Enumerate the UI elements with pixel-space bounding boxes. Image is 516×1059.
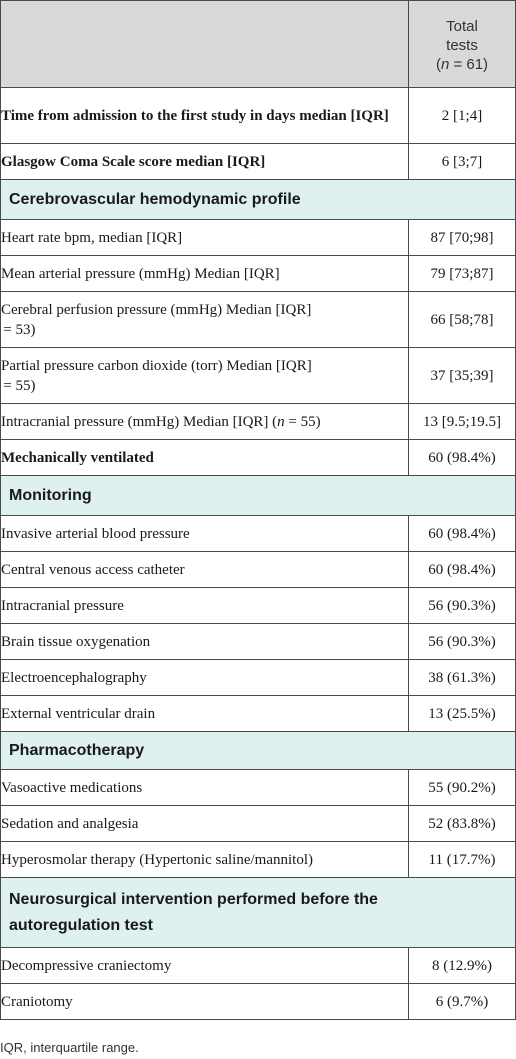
row-label: External ventricular drain — [1, 696, 409, 732]
section-row — [1, 180, 516, 220]
table-row — [1, 624, 516, 660]
row-label: Time from admission to the first study in days median [IQR] — [1, 88, 409, 144]
header-total-tests — [409, 1, 516, 88]
section-title: Neurosurgical intervention performed before the autoregulation test — [1, 878, 516, 948]
row-label: Craniotomy — [1, 984, 409, 1020]
table-row — [1, 660, 516, 696]
row-label: Partial pressure carbon dioxide (torr) Median [IQR] = 55) — [1, 348, 409, 404]
table-row — [1, 696, 516, 732]
row-value: 60 (98.4%) — [409, 552, 516, 588]
row-value: 38 (61.3%) — [409, 660, 516, 696]
table-row — [1, 348, 516, 404]
row-label: Heart rate bpm, median [IQR] — [1, 220, 409, 256]
row-value: 56 (90.3%) — [409, 624, 516, 660]
row-label: Central venous access catheter — [1, 552, 409, 588]
header-title-line1: Total — [446, 17, 478, 35]
section-title: Pharmacotherapy — [1, 732, 516, 770]
section-row — [1, 732, 516, 770]
table-footnote: IQR, interquartile range. — [0, 1040, 139, 1055]
table-row — [1, 440, 516, 476]
row-value: 79 [73;87] — [409, 256, 516, 292]
table-row — [1, 404, 516, 440]
row-value: 56 (90.3%) — [409, 588, 516, 624]
table-row — [1, 806, 516, 842]
table-row — [1, 770, 516, 806]
row-value: 52 (83.8%) — [409, 806, 516, 842]
row-label: Mechanically ventilated — [1, 440, 409, 476]
header-title-line2: tests — [446, 36, 478, 54]
row-label: Electroencephalography — [1, 660, 409, 696]
section-row — [1, 476, 516, 516]
row-label: Mean arterial pressure (mmHg) Median [IQR] — [1, 256, 409, 292]
section-title: Cerebrovascular hemodynamic profile — [1, 180, 516, 220]
row-value: 60 (98.4%) — [409, 516, 516, 552]
row-value: 66 [58;78] — [409, 292, 516, 348]
row-value: 13 (25.5%) — [409, 696, 516, 732]
table-row — [1, 144, 516, 180]
table-row — [1, 552, 516, 588]
row-label: Decompressive craniectomy — [1, 948, 409, 984]
row-value: 37 [35;39] — [409, 348, 516, 404]
section-row — [1, 878, 516, 948]
row-label: Brain tissue oxygenation — [1, 624, 409, 660]
table-row — [1, 948, 516, 984]
header-n-count: (n = 61) — [435, 55, 489, 73]
table-row — [1, 588, 516, 624]
table-header-row — [1, 1, 516, 88]
header-label-cell — [1, 1, 409, 88]
table-row — [1, 292, 516, 348]
row-value: 60 (98.4%) — [409, 440, 516, 476]
table-row — [1, 256, 516, 292]
row-label: Cerebral perfusion pressure (mmHg) Median [IQR] = 53) — [1, 292, 409, 348]
row-label: Vasoactive medications — [1, 770, 409, 806]
row-value: 13 [9.5;19.5] — [409, 404, 516, 440]
table-row — [1, 88, 516, 144]
table-row — [1, 842, 516, 878]
section-title: Monitoring — [1, 476, 516, 516]
row-label: Intracranial pressure — [1, 588, 409, 624]
row-value: 2 [1;4] — [409, 88, 516, 144]
row-value: 8 (12.9%) — [409, 948, 516, 984]
row-value: 55 (90.2%) — [409, 770, 516, 806]
row-label: Sedation and analgesia — [1, 806, 409, 842]
row-label: Invasive arterial blood pressure — [1, 516, 409, 552]
row-value: 87 [70;98] — [409, 220, 516, 256]
table-row — [1, 220, 516, 256]
row-label: Intracranial pressure (mmHg) Median [IQR] (n = 55) — [1, 404, 409, 440]
table-row — [1, 984, 516, 1020]
row-value: 11 (17.7%) — [409, 842, 516, 878]
row-label: Hyperosmolar therapy (Hypertonic saline/mannitol) — [1, 842, 409, 878]
table-row — [1, 516, 516, 552]
row-value: 6 (9.7%) — [409, 984, 516, 1020]
row-label: Glasgow Coma Scale score median [IQR] — [1, 144, 409, 180]
row-value: 6 [3;7] — [409, 144, 516, 180]
